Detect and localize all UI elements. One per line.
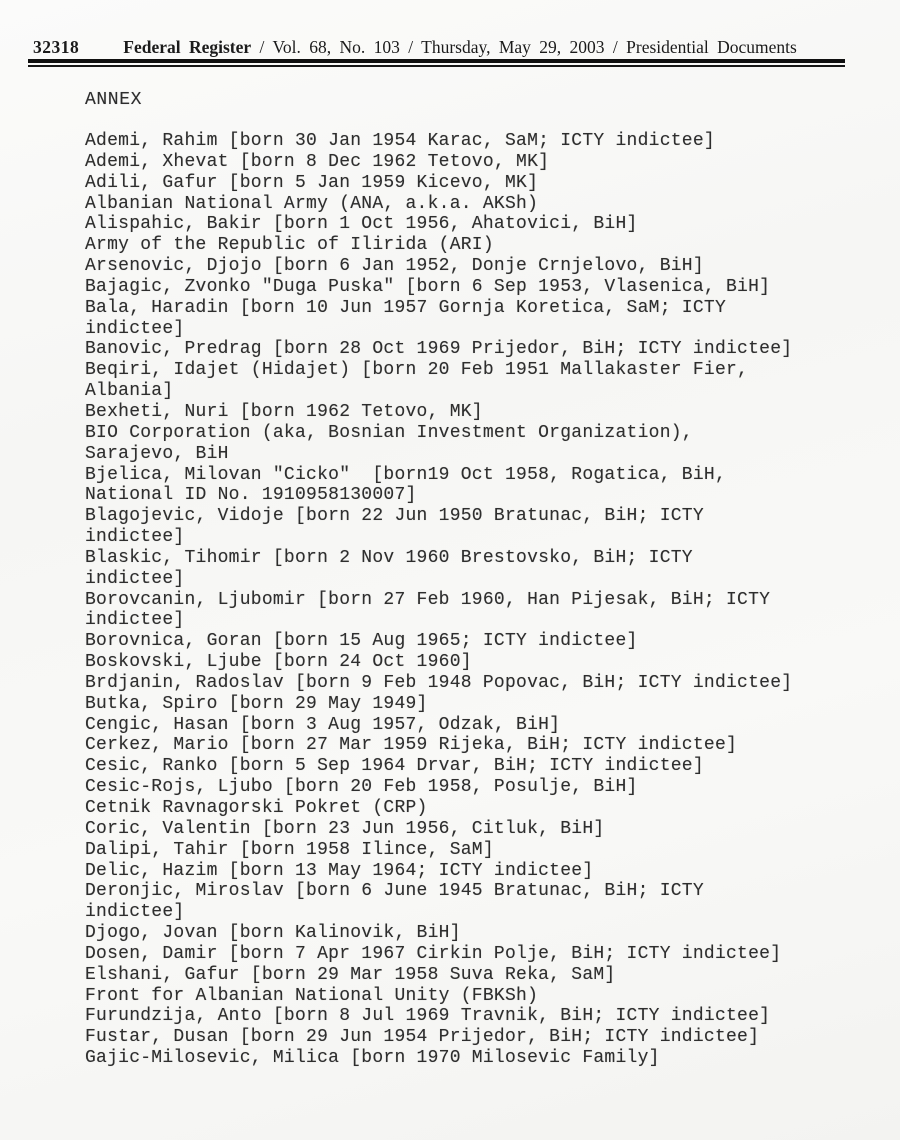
annex-line: Dalipi, Tahir [born 1958 Ilince, SaM]: [85, 839, 494, 860]
annex-line: Banovic, Predrag [born 28 Oct 1969 Prijedor, BiH; ICTY indictee]: [85, 339, 793, 360]
annex-line: Butka, Spiro [born 29 May 1949]: [85, 693, 428, 714]
annex-line: Brdjanin, Radoslav [born 9 Feb 1948 Popovac, BiH; ICTY indictee]: [85, 672, 793, 693]
annex-line: Boskovski, Ljube [born 24 Oct 1960]: [85, 652, 472, 673]
publication-title: Federal Register: [123, 37, 252, 57]
annex-line: Bala, Haradin [born 10 Jun 1957 Gornja Koretica, SaM; ICTY: [85, 297, 727, 318]
annex-line: Bajagic, Zvonko "Duga Puska" [born 6 Sep 1953, Vlasenica, BiH]: [85, 276, 771, 297]
annex-line: Blagojevic, Vidoje [born 22 Jun 1950 Bratunac, BiH; ICTY: [85, 506, 704, 527]
annex-line: Cengic, Hasan [born 3 Aug 1957, Odzak, BiH]: [85, 714, 561, 735]
annex-line: Dosen, Damir [born 7 Apr 1967 Cirkin Polje, BiH; ICTY indictee]: [85, 943, 782, 964]
annex-list: [85, 131, 875, 1069]
annex-line: Borovnica, Goran [born 15 Aug 1965; ICTY indictee]: [85, 631, 638, 652]
annex-line: Cesic-Rojs, Ljubo [born 20 Feb 1958, Posulje, BiH]: [85, 777, 638, 798]
annex-line: Army of the Republic of Ilirida (ARI): [85, 235, 494, 256]
annex-line: Gajic-Milosevic, Milica [born 1970 Milosevic Family]: [85, 1048, 660, 1069]
annex-line: Bjelica, Milovan "Cicko" [born19 Oct 1958, Rogatica, BiH,: [85, 464, 727, 485]
annex-line: Elshani, Gafur [born 29 Mar 1958 Suva Reka, SaM]: [85, 964, 616, 985]
annex-line: Beqiri, Idajet (Hidajet) [born 20 Feb 1951 Mallakaster Fier,: [85, 360, 749, 381]
annex-line: Ademi, Xhevat [born 8 Dec 1962 Tetovo, MK]: [85, 151, 550, 172]
annex-line: indictee]: [85, 568, 185, 589]
annex-line: Djogo, Jovan [born Kalinovik, BiH]: [85, 923, 461, 944]
annex-line: Ademi, Rahim [born 30 Jan 1954 Karac, SaM; ICTY indictee]: [85, 131, 715, 151]
annex-line: Coric, Valentin [born 23 Jun 1956, Citluk, BiH]: [85, 818, 605, 839]
annex-line: Albanian National Army (ANA, a.k.a. AKSh): [85, 193, 539, 214]
annex-line: Sarajevo, BiH: [85, 443, 229, 464]
annex-line: Front for Albanian National Unity (FBKSh): [85, 985, 539, 1006]
annex-line: BIO Corporation (aka, Bosnian Investment Organization),: [85, 422, 693, 443]
header-rule-thin: [28, 65, 845, 67]
annex-line: Blaskic, Tihomir [born 2 Nov 1960 Brestovsko, BiH; ICTY: [85, 547, 693, 568]
annex-line: indictee]: [85, 610, 185, 631]
annex-line: Cerkez, Mario [born 27 Mar 1959 Rijeka, BiH; ICTY indictee]: [85, 735, 738, 756]
page-header: [33, 38, 863, 56]
annex-line: indictee]: [85, 527, 185, 548]
annex-line: National ID No. 1910958130007]: [85, 485, 417, 506]
annex-line: Delic, Hazim [born 13 May 1964; ICTY indictee]: [85, 860, 594, 881]
annex-line: Cetnik Ravnagorski Pokret (CRP): [85, 798, 428, 818]
annex-line: Fustar, Dusan [born 29 Jun 1954 Prijedor, BiH; ICTY indictee]: [85, 1027, 760, 1048]
annex-line: Cesic, Ranko [born 5 Sep 1964 Drvar, BiH; ICTY indictee]: [85, 756, 704, 777]
page-number: 32318: [33, 37, 80, 57]
annex-line: Adili, Gafur [born 5 Jan 1959 Kicevo, MK]: [85, 172, 539, 193]
annex-line: Albania]: [85, 381, 174, 402]
header-rule-thick: [28, 59, 845, 63]
header-meta: / Vol. 68, No. 103 / Thursday, May 29, 2003 / Presidential Documents: [251, 37, 797, 57]
annex-line: Bexheti, Nuri [born 1962 Tetovo, MK]: [85, 401, 483, 422]
annex-heading: ANNEX: [85, 90, 143, 110]
annex-line: Borovcanin, Ljubomir [born 27 Feb 1960, Han Pijesak, BiH; ICTY: [85, 589, 771, 610]
annex-line: Deronjic, Miroslav [born 6 June 1945 Bratunac, BiH; ICTY: [85, 881, 704, 902]
annex-line: Furundzija, Anto [born 8 Jul 1969 Travnik, BiH; ICTY indictee]: [85, 1006, 771, 1027]
annex-line: indictee]: [85, 318, 185, 339]
annex-line: indictee]: [85, 902, 185, 923]
annex-line: Alispahic, Bakir [born 1 Oct 1956, Ahatovici, BiH]: [85, 214, 638, 235]
annex-line: Arsenovic, Djojo [born 6 Jan 1952, Donje Crnjelovo, BiH]: [85, 256, 704, 277]
